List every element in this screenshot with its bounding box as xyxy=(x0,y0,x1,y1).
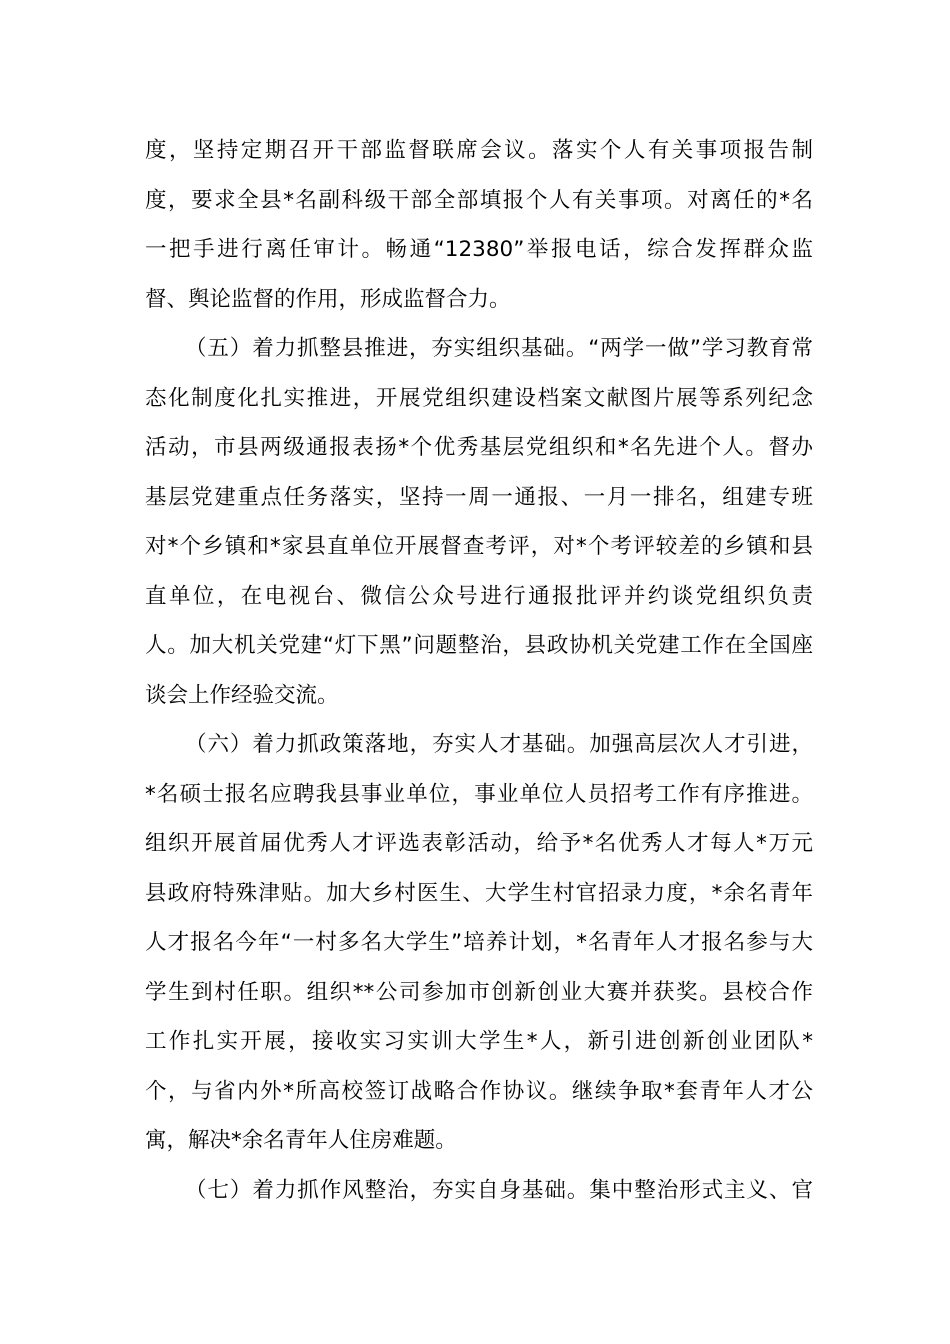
text-line: 对*个乡镇和*家县直单位开展督查考评，对*个考评较差的乡镇和县 xyxy=(145,534,813,559)
text-line: 度，要求全县*名副科级干部全部填报个人有关事项。对离任的*名 xyxy=(145,187,813,213)
text-line: *名硕士报名应聘我县事业单位，事业单位人员招考工作有序推进。 xyxy=(145,781,813,807)
section-heading-line: （五）着力抓整县推进，夯实组织基础。“两学一做”学习教育常 xyxy=(185,336,813,361)
text-line: 谈会上作经验交流。 xyxy=(145,682,339,708)
text-line: 基层党建重点任务落实，坚持一周一通报、一月一排名，组建专班 xyxy=(145,484,813,510)
text-line: 组织开展首届优秀人才评选表彰活动，给予*名优秀人才每人*万元 xyxy=(145,831,813,856)
paragraph-section-5 xyxy=(145,324,813,720)
text-line: 态化制度化扎实推进，开展党组织建设档案文献图片展等系列纪念 xyxy=(145,385,813,411)
text-line: 直单位，在电视台、微信公众号进行通报批评并约谈党组织负责 xyxy=(145,583,813,609)
text-line: 人才报名今年“一村多名大学生”培养计划，*名青年人才报名参与大 xyxy=(145,930,813,955)
text-line: 人。加大机关党建“灯下黑”问题整治，县政协机关党建工作在全国座 xyxy=(145,633,813,658)
text-line: 工作扎实开展，接收实习实训大学生*人，新引进创新创业团队* xyxy=(145,1029,813,1054)
text-line: 学生到村任职。组织**公司参加市创新创业大赛并获奖。县校合作 xyxy=(145,979,813,1005)
text-line: 度，坚持定期召开干部监督联席会议。落实个人有关事项报告制 xyxy=(145,138,813,163)
text-line: 督、舆论监督的作用，形成监督合力。 xyxy=(145,286,511,312)
text-line: 个，与省内外*所高校签订战略合作协议。继续争取*套青年人才公 xyxy=(145,1078,813,1104)
text-line: 寓，解决*余名青年人住房难题。 xyxy=(145,1128,457,1153)
document-body xyxy=(145,126,813,1215)
paragraph-section-7 xyxy=(145,1166,813,1216)
text-line: 一把手进行离任审计。畅通“12380”举报电话，综合发挥群众监 xyxy=(145,237,813,262)
section-heading-line: （六）着力抓政策落地，夯实人才基础。加强高层次人才引进， xyxy=(185,732,813,757)
section-heading-line: （七）着力抓作风整治，夯实自身基础。集中整治形式主义、官 xyxy=(185,1177,813,1203)
text-line: 县政府特殊津贴。加大乡村医生、大学生村官招录力度，*余名青年 xyxy=(145,880,813,906)
text-line: 活动，市县两级通报表扬*个优秀基层党组织和*名先进个人。督办 xyxy=(145,435,813,460)
paragraph-supervision xyxy=(145,126,813,324)
paragraph-section-6 xyxy=(145,720,813,1166)
